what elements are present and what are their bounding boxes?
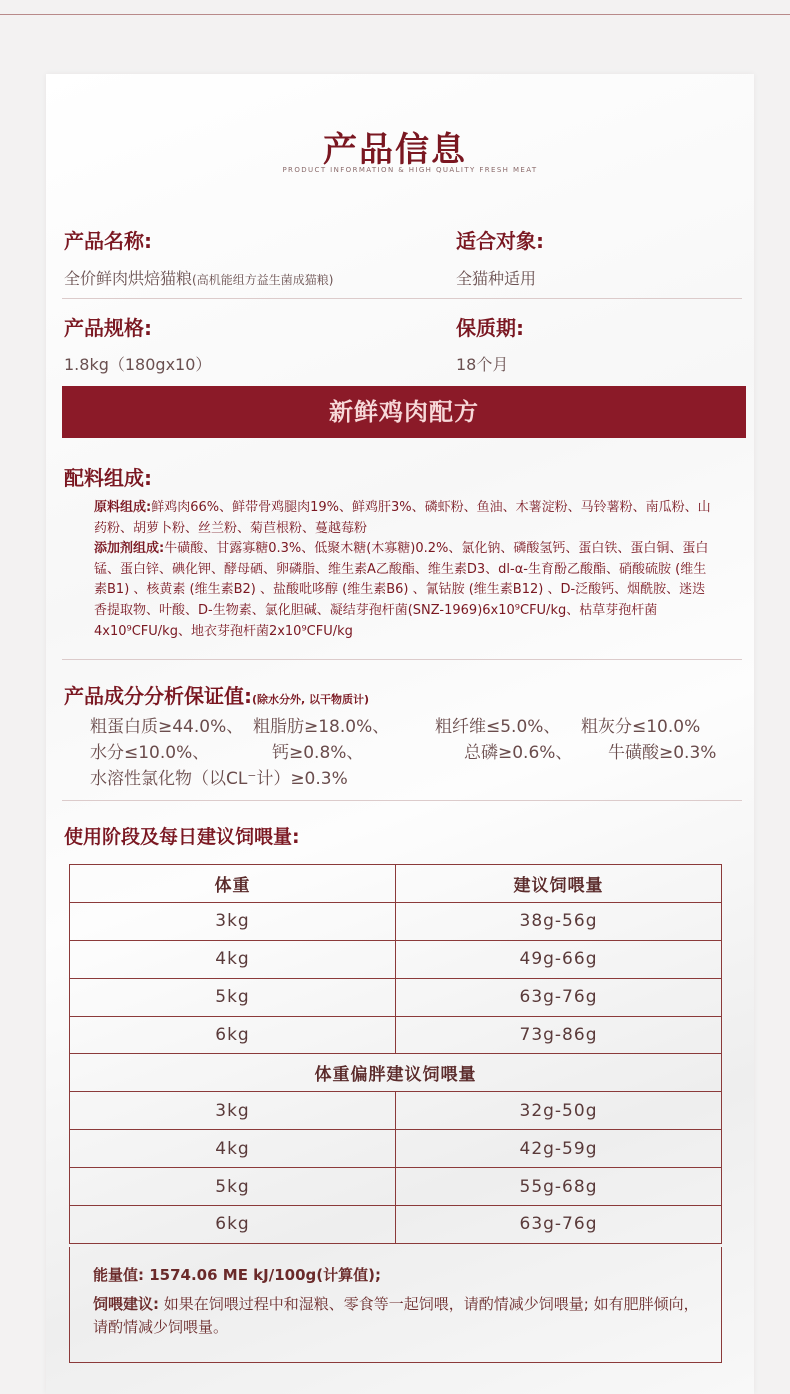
target-value: 全猫种适用 <box>456 269 537 288</box>
energy-value: 能量值: 1574.06 ME kJ/100g(计算值); <box>93 1266 381 1284</box>
divider <box>62 659 742 660</box>
ingredients-text <box>94 498 714 642</box>
table-row <box>70 1168 722 1206</box>
divider <box>62 800 742 801</box>
spec-value: 1.8kg（180gx10） <box>64 355 212 374</box>
advice-text: 如果在饲喂过程中和湿粮、零食等一起饲喂，请酌情减少饲喂量; 如有肥胖倾向，请酌情减少饲喂量。 <box>93 1295 699 1336</box>
table-row <box>70 978 722 1016</box>
amount-cell: 38g-56g <box>396 902 722 940</box>
table-row <box>70 940 722 978</box>
analysis-title: 产品成分分析保证值: <box>64 684 252 708</box>
feeding-title: 使用阶段及每日建议饲喂量: <box>64 826 300 848</box>
col-weight-header: 体重 <box>70 865 396 903</box>
weight-cell: 6kg <box>70 1016 396 1054</box>
shelf-life-label: 保质期: <box>456 316 524 340</box>
spec-label: 产品规格: <box>64 316 152 340</box>
additive-text: 牛磺酸、甘露寡糖0.3%、低聚木糖(木寡糖)0.2%、氯化钠、磷酸氢钙、蛋白铁、蛋白铜、蛋白锰、蛋白锌、碘化钾、酵母硒、卵磷脂、维生素A乙酸酯、维生素D3、dl-α-生育酚乙酸酯、硝酸硫胺 (维生素B1) 、核黄素 (维生素B2) 、盐酸吡哆醇 (维生素B6) 、氰钴胺 (维生素B12) 、D-泛酸钙、烟酰胺、迷迭香提取物、叶酸、D-生物素、氯化胆碱、凝结芽孢杆菌(SNZ-1969)6x10⁹CFU/kg、枯草芽孢杆菌4x10⁹CFU/kg、地衣芽孢杆菌2x10⁹CFU/kg <box>94 541 709 639</box>
amount-cell: 49g-66g <box>396 940 722 978</box>
page-subtitle: PRODUCT INFORMATION & HIGH QUALITY FRESH MEAT <box>282 166 538 174</box>
feeding-table <box>69 864 722 1244</box>
page-title: 产品信息 <box>323 130 467 170</box>
top-divider <box>0 14 790 15</box>
product-name-value: 全价鲜肉烘焙猫粮(高机能组方益生菌成猫粮) <box>64 269 334 288</box>
table-row <box>70 1130 722 1168</box>
analysis-item: 钙≥0.8%、 <box>272 743 364 763</box>
formula-banner: 新鲜鸡肉配方 <box>62 386 746 438</box>
weight-cell: 4kg <box>70 1130 396 1168</box>
analysis-row <box>90 714 730 740</box>
weight-cell: 5kg <box>70 1168 396 1206</box>
analysis-item: 总磷≥0.6%、 <box>464 743 573 763</box>
weight-cell: 3kg <box>70 1092 396 1130</box>
weight-cell: 5kg <box>70 978 396 1016</box>
analysis-item: 水溶性氯化物（以CL⁻计）≥0.3% <box>90 769 348 789</box>
ingredients-title: 配料组成: <box>64 466 152 490</box>
analysis-row <box>90 740 730 766</box>
feeding-advice <box>93 1293 703 1339</box>
analysis-item: 粗脂肪≥18.0%、 <box>253 717 390 737</box>
additive-label: 添加剂组成: <box>94 541 165 557</box>
table-row <box>70 1092 722 1130</box>
weight-cell: 4kg <box>70 940 396 978</box>
divider <box>62 298 742 299</box>
analysis-note: (除水分外, 以干物质计) <box>252 693 370 706</box>
raw-text: 鲜鸡肉66%、鲜带骨鸡腿肉19%、鲜鸡肝3%、磷虾粉、鱼油、木薯淀粉、马铃薯粉、南瓜粉、山药粉、胡萝卜粉、丝兰粉、菊苣根粉、蔓越莓粉 <box>94 500 711 536</box>
amount-cell: 32g-50g <box>396 1092 722 1130</box>
analysis-item: 粗灰分≤10.0% <box>581 717 701 737</box>
analysis-item: 牛磺酸≥0.3% <box>608 743 717 763</box>
analysis-heading <box>64 680 369 709</box>
analysis-item: 粗纤维≤5.0%、 <box>435 717 561 737</box>
table-row <box>70 1206 722 1244</box>
col-amount-header: 建议饲喂量 <box>396 865 722 903</box>
overweight-title: 体重偏胖建议饲喂量 <box>70 1054 722 1092</box>
analysis-values <box>90 714 730 792</box>
overweight-header-row <box>70 1054 722 1092</box>
analysis-item: 粗蛋白质≥44.0%、 <box>90 717 244 737</box>
amount-cell: 73g-86g <box>396 1016 722 1054</box>
amount-cell: 63g-76g <box>396 978 722 1016</box>
weight-cell: 6kg <box>70 1206 396 1244</box>
amount-cell: 42g-59g <box>396 1130 722 1168</box>
product-name-note: (高机能组方益生菌成猫粮) <box>192 273 334 287</box>
target-label: 适合对象: <box>456 229 544 253</box>
table-row <box>70 902 722 940</box>
weight-cell: 3kg <box>70 902 396 940</box>
table-header-row <box>70 865 722 903</box>
shelf-life-value: 18个月 <box>456 355 509 374</box>
analysis-item: 水分≤10.0%、 <box>90 743 210 763</box>
advice-label: 饲喂建议: <box>93 1295 159 1313</box>
table-row <box>70 1016 722 1054</box>
product-name-label: 产品名称: <box>64 229 152 253</box>
feeding-notes <box>69 1247 722 1363</box>
amount-cell: 63g-76g <box>396 1206 722 1244</box>
amount-cell: 55g-68g <box>396 1168 722 1206</box>
raw-label: 原料组成: <box>94 500 152 515</box>
